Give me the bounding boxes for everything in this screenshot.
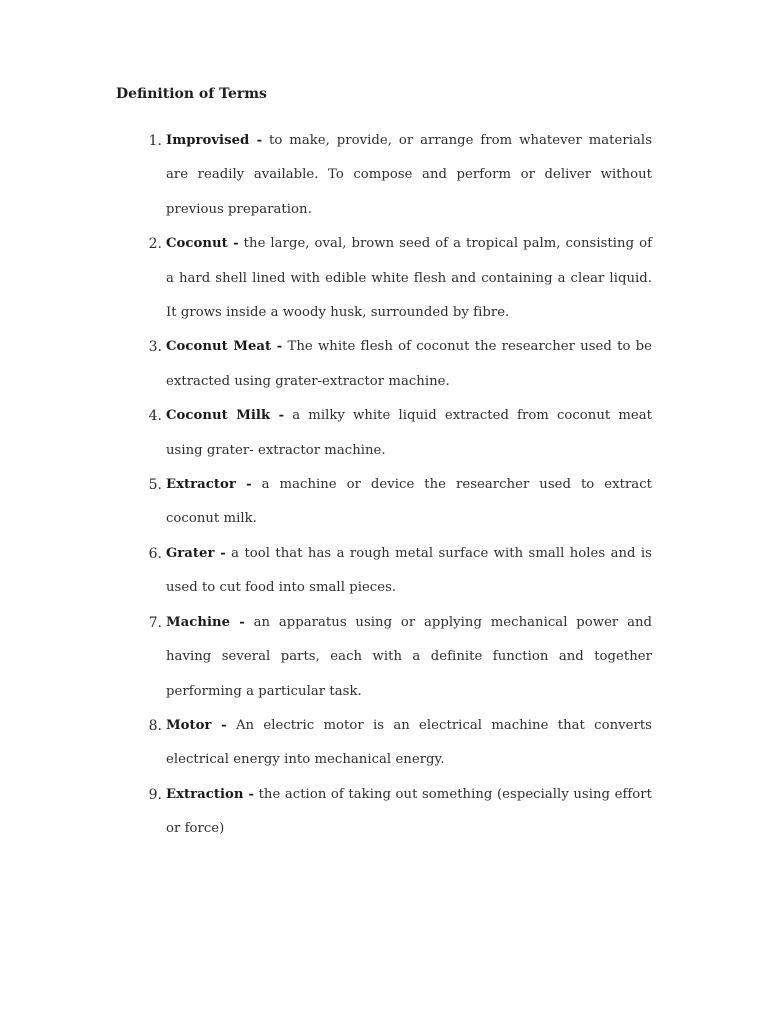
list-item (0, 399, 768, 468)
term-entry (166, 124, 652, 227)
term-entry (166, 468, 652, 537)
term-definition: to make, provide, or arrange from whatever materials are readily available. To compose and perform or deliver without previous preparation. (166, 133, 653, 217)
term-name: Motor - (166, 717, 227, 733)
term-entry (166, 709, 652, 778)
list-item (0, 606, 768, 709)
term-entry (166, 606, 652, 709)
term-name: Extractor - (166, 477, 252, 493)
item-number: 9. (148, 786, 162, 803)
item-number: 7. (148, 614, 162, 631)
list-item (0, 537, 768, 606)
term-definition: The white flesh of coconut the researcher used to be extracted using grater-extractor machine. (166, 339, 652, 389)
term-name: Coconut Meat - (166, 339, 283, 355)
term-entry (166, 330, 652, 399)
term-entry (166, 399, 652, 468)
list-item (0, 778, 768, 847)
term-name: Improvised - (166, 133, 263, 148)
term-name: Coconut Milk - (166, 408, 285, 424)
term-definition: a machine or device the researcher used to extract coconut milk. (166, 477, 652, 527)
list-item (0, 468, 768, 537)
term-name: Grater - (166, 545, 226, 561)
list-item (0, 330, 768, 399)
term-entry (166, 227, 652, 330)
list-item (0, 227, 768, 330)
term-entry (166, 778, 652, 847)
list-item (0, 124, 768, 227)
item-number: 3. (148, 339, 162, 356)
term-definition: a tool that has a rough metal surface with small holes and is used to cut food into small pieces. (166, 545, 652, 596)
term-definition: a milky white liquid extracted from coconut meat using grater- extractor machine. (166, 408, 652, 458)
terms-list (0, 124, 768, 847)
term-definition: An electric motor is an electrical machine that converts electrical energy into mechanical energy. (166, 717, 652, 768)
item-number: 5. (148, 477, 162, 494)
term-name: Extraction - (166, 786, 254, 802)
item-number: 1. (148, 133, 162, 149)
item-number: 8. (148, 717, 162, 734)
term-definition: the action of taking out something (especially using effort or force) (166, 786, 652, 837)
list-item (0, 709, 768, 778)
page-title: Definition of Terms (116, 86, 267, 102)
term-definition: the large, oval, brown seed of a tropical palm, consisting of a hard shell lined with edible white flesh and containing a clear liquid. It grows inside a woody husk, surrounded by fibre. (166, 236, 652, 321)
item-number: 6. (148, 545, 162, 562)
term-entry (166, 537, 652, 606)
term-name: Machine - (166, 614, 245, 630)
term-name: Coconut - (166, 236, 239, 252)
term-definition: an apparatus using or applying mechanical power and having several parts, each with a definite function and together performing a particular task. (166, 614, 653, 699)
item-number: 4. (148, 408, 162, 425)
item-number: 2. (148, 236, 162, 253)
